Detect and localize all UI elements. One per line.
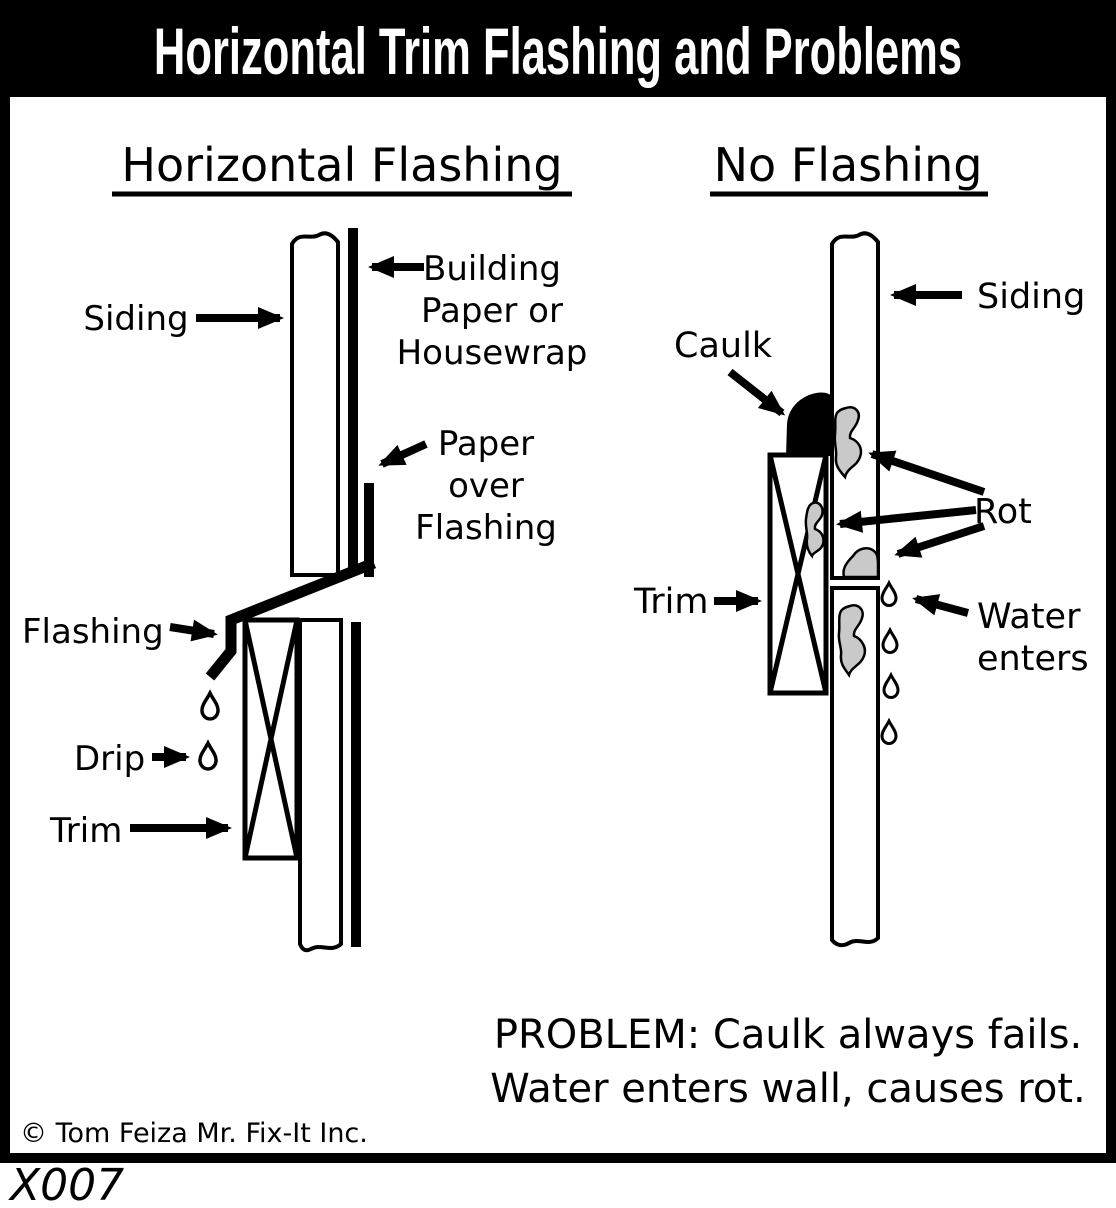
label-trim-right: Trim xyxy=(634,582,709,622)
label-drip: Drip xyxy=(74,739,146,779)
label-paper-over-flashing-3: Flashing xyxy=(415,508,557,548)
label-flashing: Flashing xyxy=(22,612,164,652)
flashing-arrow xyxy=(170,627,214,634)
problem-caption-line2: Water enters wall, causes rot. xyxy=(490,1066,1086,1112)
label-rot: Rot xyxy=(974,492,1032,532)
water-drop-icon xyxy=(884,675,898,698)
water-drop-icon xyxy=(883,630,897,653)
label-building-paper-3: Housewrap xyxy=(396,333,588,373)
upper-siding-board xyxy=(292,233,338,575)
rot-arrow-upper xyxy=(872,454,984,492)
label-siding-left: Siding xyxy=(83,299,189,339)
label-caulk: Caulk xyxy=(674,326,773,366)
rot-arrow-gap xyxy=(898,526,984,554)
label-building-paper-1: Building xyxy=(423,249,561,289)
right-panel-heading: No Flashing xyxy=(713,138,983,192)
left-panel-heading: Horizontal Flashing xyxy=(121,138,563,192)
label-siding-right: Siding xyxy=(977,277,1086,317)
page-title: Horizontal Trim Flashing and Problems xyxy=(153,13,963,89)
label-paper-over-flashing-2: over xyxy=(448,466,524,506)
left-panel-horizontal-flashing xyxy=(22,138,587,950)
label-water-enters-2: enters xyxy=(977,639,1089,679)
catalog-code: X007 xyxy=(10,1160,125,1208)
label-building-paper-2: Paper or xyxy=(421,291,563,331)
water-drop-icon xyxy=(202,693,218,719)
trim-block-right xyxy=(770,455,826,693)
label-paper-over-flashing-1: Paper xyxy=(437,424,535,464)
label-trim-left: Trim xyxy=(50,811,123,851)
caulk-arrow xyxy=(730,372,782,413)
water-drop-icon xyxy=(882,721,896,744)
lower-siding-board xyxy=(300,620,341,950)
rot-blob-trim-edge xyxy=(806,503,824,556)
problem-caption-line1: PROBLEM: Caulk always fails. xyxy=(493,1012,1083,1058)
paper-over-flashing-arrow xyxy=(382,444,426,464)
copyright-notice: © Tom Feiza Mr. Fix-It Inc. xyxy=(20,1118,368,1149)
label-water-enters-1: Water xyxy=(977,597,1081,637)
caulk-blob xyxy=(786,393,832,456)
trim-block xyxy=(245,620,297,858)
water-drop-icon xyxy=(200,743,216,769)
right-panel-no-flashing xyxy=(633,138,1089,945)
water-enters-arrow xyxy=(916,599,968,613)
water-drop-icon xyxy=(882,583,896,606)
